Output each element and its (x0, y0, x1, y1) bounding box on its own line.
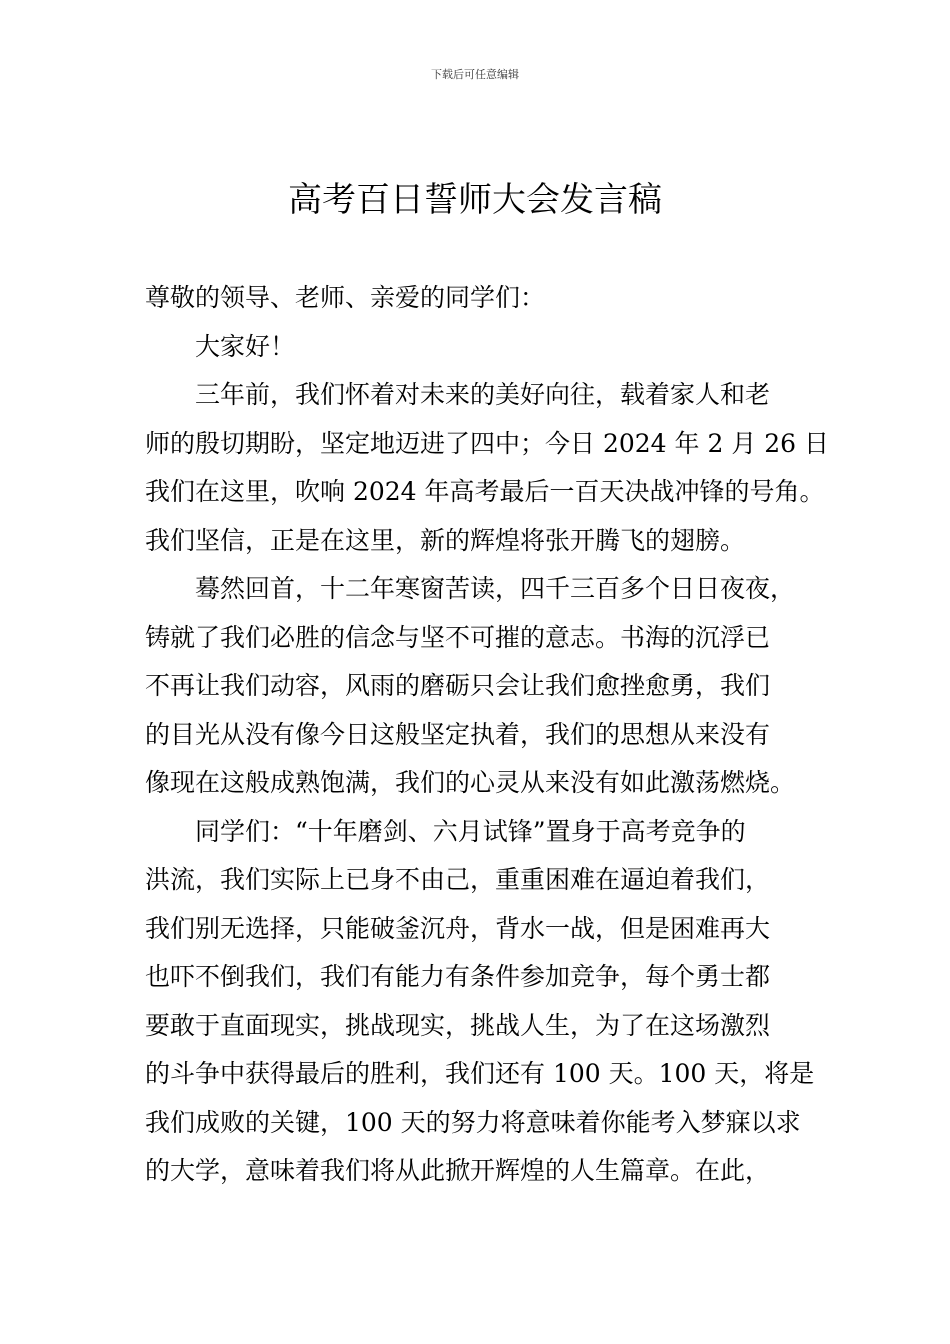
header-note: 下载后可任意编辑 (431, 68, 519, 81)
document-body (145, 274, 830, 1196)
text-line: 大家好！ (195, 331, 296, 361)
text-line: 的目光从没有像今日这般坚定执着，我们的思想从来没有 (145, 719, 771, 749)
text-line: 我们在这里，吹响 2024 年高考最后一百天决战冲锋的号角。 (145, 477, 825, 506)
text-line: 的斗争中获得最后的胜利，我们还有 100 天。100 天，将是 (145, 1059, 815, 1088)
document-title: 高考百日誓师大会发言稿 (288, 180, 662, 220)
text-line: 我们别无选择，只能破釜沉舟，背水一战，但是困难再大 (145, 913, 771, 943)
text-line: 尊敬的领导、老师、亲爱的同学们： (145, 283, 546, 312)
text-line: 不再让我们动容，风雨的磨砺只会让我们愈挫愈勇，我们 (145, 671, 771, 700)
text-line: 我们坚信，正是在这里，新的辉煌将张开腾飞的翅膀。 (145, 525, 746, 555)
text-line: 我们成败的关键，100 天的努力将意味着你能考入梦寐以求 (145, 1107, 801, 1137)
text-line: 要敢于直面现实，挑战现实，挑战人生，为了在这场激烈 (145, 1010, 771, 1040)
text-line: 三年前，我们怀着对未来的美好向往，载着家人和老 (195, 380, 771, 409)
text-line: 也吓不倒我们，我们有能力有条件参加竞争，每个勇士都 (145, 962, 771, 991)
text-line: 铸就了我们必胜的信念与坚不可摧的意志。书海的沉浮已 (145, 622, 771, 652)
text-line: 的大学，意味着我们将从此掀开辉煌的人生篇章。在此， (145, 1156, 771, 1185)
text-line: 像现在这般成熟饱满，我们的心灵从来没有如此激荡燃烧。 (145, 768, 796, 797)
text-line: 蓦然回首，十二年寒窗苦读，四千三百多个日日夜夜， (195, 574, 796, 603)
text-line: 洪流，我们实际上已身不由己，重重困难在逼迫着我们， (145, 865, 771, 894)
text-line: 师的殷切期盼，坚定地迈进了四中；今日 2024 年 2 月 26 日 (145, 428, 830, 458)
text-line: 同学们：“十年磨剑、六月试锋”置身于高考竞争的 (195, 816, 746, 846)
